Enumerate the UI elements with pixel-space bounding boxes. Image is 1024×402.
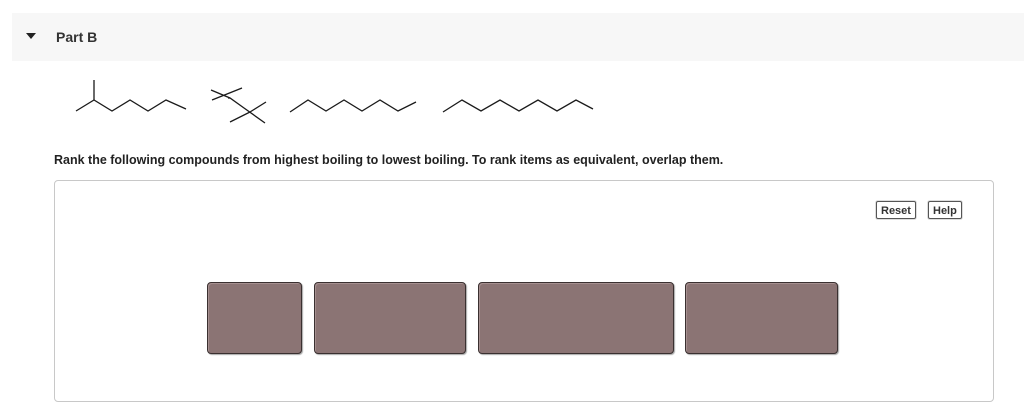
part-title: Part B: [56, 29, 98, 45]
collapse-caret-icon[interactable]: [26, 33, 36, 39]
molecule-structure-1: [74, 76, 190, 116]
molecule-structure-3: [288, 76, 420, 116]
part-header[interactable]: [12, 13, 1024, 61]
draggable-compound-tile-4[interactable]: [685, 282, 838, 354]
draggable-compound-tile-1[interactable]: [207, 282, 302, 354]
help-button[interactable]: Help: [928, 201, 962, 219]
molecule-structure-2: [208, 76, 270, 128]
reset-button[interactable]: Reset: [876, 201, 916, 219]
draggable-compound-tile-3[interactable]: [478, 282, 674, 354]
molecule-structure-4: [441, 76, 597, 116]
ranking-instructions: Rank the following compounds from highest boiling to lowest boiling. To rank items as equivalent, overlap them.: [54, 153, 724, 167]
ranking-area[interactable]: [54, 180, 994, 402]
draggable-compound-tile-2[interactable]: [314, 282, 466, 354]
